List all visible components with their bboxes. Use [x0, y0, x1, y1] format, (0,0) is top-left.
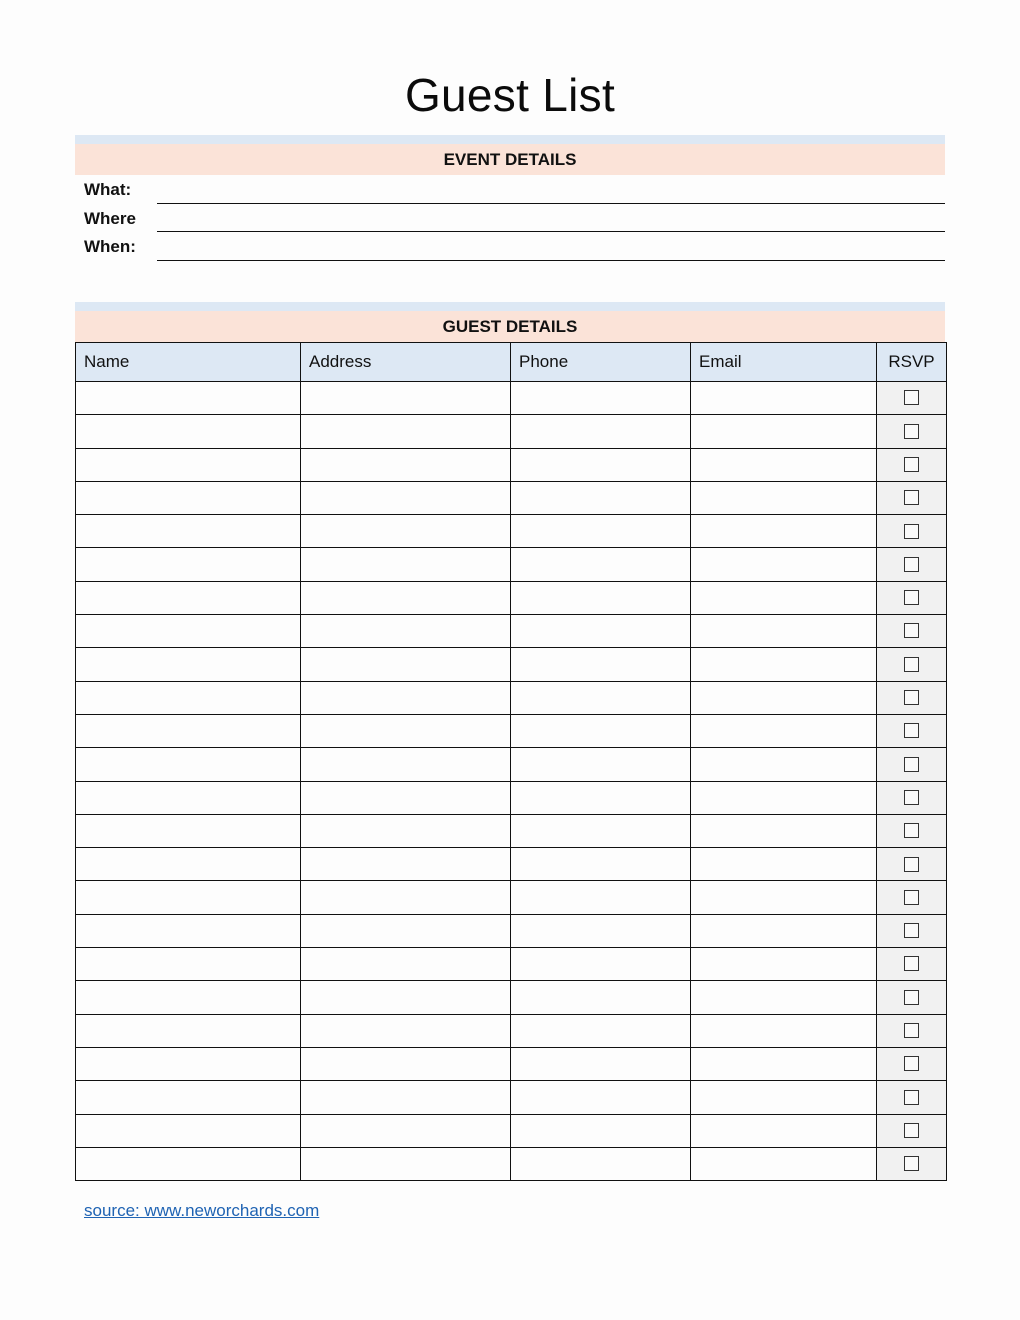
- rsvp-cell: [877, 648, 947, 681]
- address-cell[interactable]: [301, 1081, 511, 1114]
- address-cell[interactable]: [301, 714, 511, 747]
- rsvp-cell: [877, 1147, 947, 1180]
- phone-cell[interactable]: [511, 382, 691, 415]
- rsvp-cell: [877, 848, 947, 881]
- phone-cell[interactable]: [511, 448, 691, 481]
- event-row-when: [75, 232, 945, 261]
- where-label: Where: [84, 208, 136, 228]
- what-field[interactable]: [157, 175, 945, 203]
- phone-cell[interactable]: [511, 1081, 691, 1114]
- where-field[interactable]: [157, 204, 945, 232]
- table-row: [76, 581, 947, 614]
- email-cell[interactable]: [691, 881, 877, 914]
- name-cell[interactable]: [76, 1014, 301, 1047]
- table-row: [76, 881, 947, 914]
- rsvp-checkbox[interactable]: [904, 956, 919, 971]
- rsvp-checkbox[interactable]: [904, 1056, 919, 1071]
- address-cell[interactable]: [301, 1047, 511, 1080]
- rsvp-checkbox[interactable]: [904, 490, 919, 505]
- guest-table-body: [76, 382, 947, 1181]
- rsvp-cell: [877, 914, 947, 947]
- column-header-name: Name: [76, 343, 301, 382]
- rsvp-checkbox[interactable]: [904, 1123, 919, 1138]
- email-cell[interactable]: [691, 581, 877, 614]
- table-row: [76, 648, 947, 681]
- name-cell[interactable]: [76, 981, 301, 1014]
- email-cell[interactable]: [691, 748, 877, 781]
- rsvp-checkbox[interactable]: [904, 657, 919, 672]
- rsvp-cell: [877, 681, 947, 714]
- email-cell[interactable]: [691, 814, 877, 847]
- address-cell[interactable]: [301, 415, 511, 448]
- email-cell[interactable]: [691, 714, 877, 747]
- name-cell[interactable]: [76, 1081, 301, 1114]
- address-cell[interactable]: [301, 881, 511, 914]
- phone-cell[interactable]: [511, 714, 691, 747]
- email-cell[interactable]: [691, 615, 877, 648]
- rsvp-cell: [877, 981, 947, 1014]
- table-row: [76, 981, 947, 1014]
- guest-table: [75, 342, 947, 1181]
- email-cell[interactable]: [691, 681, 877, 714]
- phone-cell[interactable]: [511, 1147, 691, 1180]
- name-cell[interactable]: [76, 581, 301, 614]
- name-cell[interactable]: [76, 814, 301, 847]
- table-row: [76, 1147, 947, 1180]
- name-cell[interactable]: [76, 781, 301, 814]
- table-row: [76, 914, 947, 947]
- name-cell[interactable]: [76, 481, 301, 514]
- phone-cell[interactable]: [511, 615, 691, 648]
- name-cell[interactable]: [76, 515, 301, 548]
- phone-cell[interactable]: [511, 914, 691, 947]
- table-row: [76, 781, 947, 814]
- email-cell[interactable]: [691, 1147, 877, 1180]
- when-field[interactable]: [157, 232, 945, 260]
- table-row: [76, 848, 947, 881]
- email-cell[interactable]: [691, 382, 877, 415]
- name-cell[interactable]: [76, 948, 301, 981]
- table-header-row: [76, 343, 947, 382]
- rsvp-cell: [877, 615, 947, 648]
- phone-cell[interactable]: [511, 1014, 691, 1047]
- address-cell[interactable]: [301, 814, 511, 847]
- name-cell[interactable]: [76, 548, 301, 581]
- email-cell[interactable]: [691, 1114, 877, 1147]
- name-cell[interactable]: [76, 748, 301, 781]
- address-cell[interactable]: [301, 382, 511, 415]
- column-header-rsvp: RSVP: [877, 343, 947, 382]
- phone-cell[interactable]: [511, 415, 691, 448]
- rsvp-checkbox[interactable]: [904, 424, 919, 439]
- table-row: [76, 615, 947, 648]
- table-row: [76, 1081, 947, 1114]
- table-row: [76, 415, 947, 448]
- rsvp-cell: [877, 748, 947, 781]
- address-cell[interactable]: [301, 781, 511, 814]
- phone-cell[interactable]: [511, 681, 691, 714]
- rsvp-cell: [877, 714, 947, 747]
- rsvp-cell: [877, 382, 947, 415]
- event-row-what: [75, 175, 945, 204]
- address-cell[interactable]: [301, 581, 511, 614]
- rsvp-cell: [877, 448, 947, 481]
- address-cell[interactable]: [301, 481, 511, 514]
- name-cell[interactable]: [76, 881, 301, 914]
- table-row: [76, 748, 947, 781]
- phone-cell[interactable]: [511, 848, 691, 881]
- rsvp-cell: [877, 1081, 947, 1114]
- rsvp-checkbox[interactable]: [904, 623, 919, 638]
- name-cell[interactable]: [76, 848, 301, 881]
- phone-cell[interactable]: [511, 548, 691, 581]
- email-cell[interactable]: [691, 948, 877, 981]
- rsvp-checkbox[interactable]: [904, 823, 919, 838]
- email-cell[interactable]: [691, 448, 877, 481]
- email-cell[interactable]: [691, 648, 877, 681]
- rsvp-checkbox[interactable]: [904, 457, 919, 472]
- address-cell[interactable]: [301, 548, 511, 581]
- address-cell[interactable]: [301, 1114, 511, 1147]
- name-cell[interactable]: [76, 914, 301, 947]
- address-cell[interactable]: [301, 681, 511, 714]
- table-row: [76, 448, 947, 481]
- phone-cell[interactable]: [511, 948, 691, 981]
- source-link[interactable]: source: www.neworchards.com: [84, 1201, 320, 1220]
- name-cell[interactable]: [76, 714, 301, 747]
- rsvp-cell: [877, 581, 947, 614]
- rsvp-cell: [877, 781, 947, 814]
- rsvp-cell: [877, 481, 947, 514]
- table-row: [76, 548, 947, 581]
- rsvp-checkbox[interactable]: [904, 723, 919, 738]
- event-details-section: [75, 135, 945, 261]
- rsvp-checkbox[interactable]: [904, 690, 919, 705]
- column-header-email: Email: [691, 343, 877, 382]
- when-underline: [157, 260, 945, 261]
- rsvp-checkbox[interactable]: [904, 890, 919, 905]
- phone-cell[interactable]: [511, 481, 691, 514]
- rsvp-checkbox[interactable]: [904, 857, 919, 872]
- rsvp-checkbox[interactable]: [904, 990, 919, 1005]
- rsvp-cell: [877, 881, 947, 914]
- email-cell[interactable]: [691, 848, 877, 881]
- rsvp-checkbox[interactable]: [904, 923, 919, 938]
- table-row: [76, 1014, 947, 1047]
- phone-cell[interactable]: [511, 1047, 691, 1080]
- event-row-where: [75, 204, 945, 233]
- name-cell[interactable]: [76, 382, 301, 415]
- address-cell[interactable]: [301, 615, 511, 648]
- name-cell[interactable]: [76, 448, 301, 481]
- rsvp-checkbox[interactable]: [904, 790, 919, 805]
- rsvp-cell: [877, 415, 947, 448]
- phone-cell[interactable]: [511, 981, 691, 1014]
- rsvp-checkbox[interactable]: [904, 1156, 919, 1171]
- table-row: [76, 481, 947, 514]
- email-cell[interactable]: [691, 981, 877, 1014]
- table-row: [76, 1114, 947, 1147]
- rsvp-cell: [877, 1047, 947, 1080]
- address-cell[interactable]: [301, 748, 511, 781]
- address-cell[interactable]: [301, 848, 511, 881]
- rsvp-cell: [877, 515, 947, 548]
- guest-details-heading: GUEST DETAILS: [75, 311, 945, 342]
- address-cell[interactable]: [301, 515, 511, 548]
- email-cell[interactable]: [691, 781, 877, 814]
- rsvp-checkbox[interactable]: [904, 590, 919, 605]
- phone-cell[interactable]: [511, 1114, 691, 1147]
- name-cell[interactable]: [76, 415, 301, 448]
- column-header-phone: Phone: [511, 343, 691, 382]
- phone-cell[interactable]: [511, 515, 691, 548]
- decorative-strip: [75, 135, 945, 144]
- phone-cell[interactable]: [511, 748, 691, 781]
- rsvp-checkbox[interactable]: [904, 524, 919, 539]
- email-cell[interactable]: [691, 1014, 877, 1047]
- address-cell[interactable]: [301, 948, 511, 981]
- column-header-address: Address: [301, 343, 511, 382]
- table-row: [76, 681, 947, 714]
- name-cell[interactable]: [76, 1114, 301, 1147]
- page-title: Guest List: [404, 69, 616, 121]
- name-cell[interactable]: [76, 615, 301, 648]
- table-row: [76, 948, 947, 981]
- table-row: [76, 1047, 947, 1080]
- email-cell[interactable]: [691, 548, 877, 581]
- address-cell[interactable]: [301, 981, 511, 1014]
- event-details-heading: EVENT DETAILS: [75, 144, 945, 175]
- name-cell[interactable]: [76, 1047, 301, 1080]
- name-cell[interactable]: [76, 681, 301, 714]
- rsvp-checkbox[interactable]: [904, 1023, 919, 1038]
- email-cell[interactable]: [691, 415, 877, 448]
- email-cell[interactable]: [691, 1047, 877, 1080]
- address-cell[interactable]: [301, 1147, 511, 1180]
- rsvp-checkbox[interactable]: [904, 757, 919, 772]
- rsvp-cell: [877, 948, 947, 981]
- rsvp-cell: [877, 1114, 947, 1147]
- phone-cell[interactable]: [511, 648, 691, 681]
- rsvp-checkbox[interactable]: [904, 1090, 919, 1105]
- rsvp-cell: [877, 1014, 947, 1047]
- email-cell[interactable]: [691, 481, 877, 514]
- rsvp-cell: [877, 814, 947, 847]
- decorative-strip: [75, 302, 945, 311]
- name-cell[interactable]: [76, 648, 301, 681]
- rsvp-checkbox[interactable]: [904, 557, 919, 572]
- when-label: When:: [84, 237, 136, 256]
- address-cell[interactable]: [301, 914, 511, 947]
- address-cell[interactable]: [301, 648, 511, 681]
- address-cell[interactable]: [301, 448, 511, 481]
- table-row: [76, 814, 947, 847]
- table-row: [76, 714, 947, 747]
- what-label: What:: [84, 180, 132, 199]
- email-cell[interactable]: [691, 1081, 877, 1114]
- email-cell[interactable]: [691, 914, 877, 947]
- name-cell[interactable]: [76, 1147, 301, 1180]
- email-cell[interactable]: [691, 515, 877, 548]
- phone-cell[interactable]: [511, 814, 691, 847]
- guest-details-section: [75, 302, 945, 1181]
- phone-cell[interactable]: [511, 581, 691, 614]
- phone-cell[interactable]: [511, 881, 691, 914]
- phone-cell[interactable]: [511, 781, 691, 814]
- address-cell[interactable]: [301, 1014, 511, 1047]
- table-row: [76, 515, 947, 548]
- rsvp-checkbox[interactable]: [904, 390, 919, 405]
- table-row: [76, 382, 947, 415]
- rsvp-cell: [877, 548, 947, 581]
